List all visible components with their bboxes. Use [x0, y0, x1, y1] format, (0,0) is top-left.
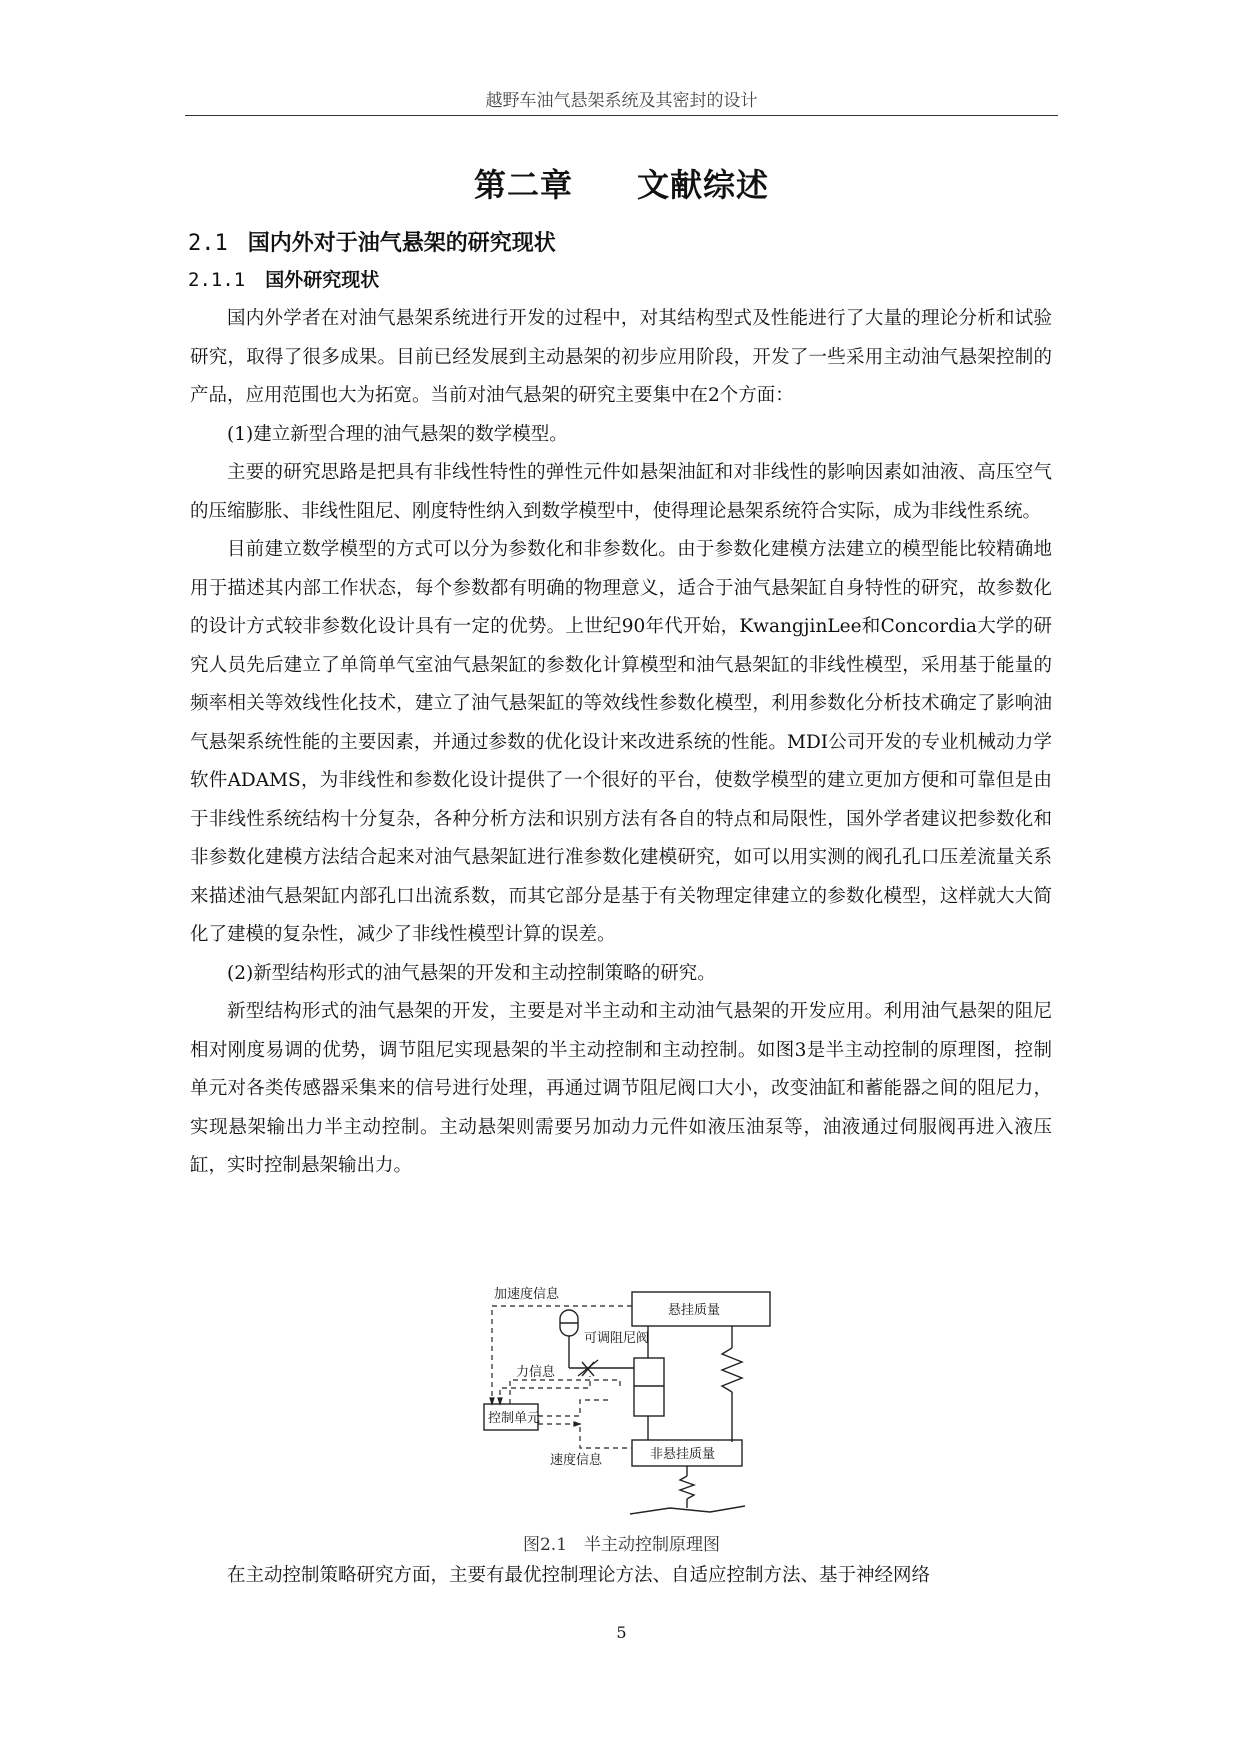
paragraph: (2)新型结构形式的油气悬架的开发和主动控制策略的研究。 — [227, 962, 716, 984]
paragraph: 新型结构形式的油气悬架的开发，主要是对半主动和主动油气悬架的开发应用。利用油气悬架的阻尼相对刚度易调的优势，调节阻尼实现悬架的半主动控制和主动控制。如图3是半主动控制的原理图，控制单元对各类传感器采集来的信号进行处理，再通过调节阻尼阀口大小，改变油缸和蓄能器之间的阻尼力，实现悬架输出力半主动控制。主动悬架则需要另加动力元件如液压油泵等，油液通过伺服阀再进入液压缸，实时控制悬架输出力。 — [190, 1001, 1052, 1176]
label-sprung-mass: 悬挂质量 — [668, 1303, 721, 1318]
chapter-number: 第二章 — [473, 166, 573, 204]
paragraph: (1)建立新型合理的油气悬架的数学模型。 — [227, 423, 568, 445]
chapter-title: 文献综述 — [637, 166, 770, 204]
label-velocity-info: 速度信息 — [550, 1453, 603, 1468]
semi-active-control-diagram — [470, 1280, 780, 1520]
paragraph: 主要的研究思路是把具有非线性特性的弹性元件如悬架油缸和对非线性的影响因素如油液、高压空气的压缩膨胀、非线性阻尼、刚度特性纳入到数学模型中，使得理论悬架系统符合实际，成为非线性系统。 — [190, 462, 1052, 522]
label-force-info: 力信息 — [516, 1365, 556, 1380]
section-number: 2.1 — [188, 231, 228, 256]
label-control-unit: 控制单元 — [488, 1411, 541, 1426]
running-header: 越野车油气悬架系统及其密封的设计 — [485, 91, 758, 111]
section-heading — [188, 226, 556, 257]
subsection-heading — [188, 265, 379, 292]
section-title: 国内外对于油气悬架的研究现状 — [247, 231, 556, 256]
label-adjustable-damper-valve: 可调阻尼阀 — [584, 1331, 650, 1346]
hydraulic-cylinder — [634, 1358, 664, 1416]
paragraph: 在主动控制策略研究方面，主要有最优控制理论方法、自适应控制方法、基于神经网络 — [227, 1565, 931, 1586]
paragraph: 目前建立数学模型的方式可以分为参数化和非参数化。由于参数化建模方法建立的模型能比较精确地用于描述其内部工作状态，每个参数都有明确的物理意义，适合于油气悬架缸自身特性的研究，故参数化的设计方式较非参数化设计具有一定的优势。上世纪90年代开始，KwangjinLee和Concordia大学的研究人员先后建立了单筒单气室油气悬架缸的参数化计算模型和油气悬架缸的非线性模型，采用基于能量的频率相关等效线性化技术，建立了油气悬架缸的等效线性参数化模型，利用参数化分析技术确定了影响油气悬架系统性能的主要因素，并通过参数的优化设计来改进系统的性能。MDI公司开发的专业机械动力学软件ADAMS，为非线性和参数化设计提供了一个很好的平台，使数学模型的建立更加方便和可靠但是由于非线性系统结构十分复杂，各种分析方法和识别方法有各自的特点和局限性，国外学者建议把参数化和非参数化建模方法结合起来对油气悬架缸进行准参数化建模研究，如可以用实测的阀孔孔口压差流量关系来描述油气悬架缸内部孔口出流系数，而其它部分是基于有关物理定律建立的参数化模型，这样就大大简化了建模的复杂性，减少了非线性模型计算的误差。 — [190, 539, 1052, 945]
label-acceleration-info: 加速度信息 — [494, 1287, 560, 1302]
closing-text — [190, 1557, 1052, 1596]
page-number: 5 — [616, 1623, 627, 1642]
label-unsprung-mass: 非悬挂质量 — [650, 1447, 716, 1462]
body-text — [190, 300, 1052, 1186]
figure-caption: 图2.1 半主动控制原理图 — [522, 1535, 721, 1555]
chapter-heading — [185, 160, 1058, 206]
header-rule — [185, 115, 1058, 116]
paragraph: 国内外学者在对油气悬架系统进行开发的过程中，对其结构型式及性能进行了大量的理论分析和试验研究，取得了很多成果。目前已经发展到主动悬架的初步应用阶段，开发了一些采用主动油气悬架控制的产品，应用范围也大为拓宽。当前对油气悬架的研究主要集中在2个方面： — [190, 308, 1052, 406]
subsection-title: 国外研究现状 — [265, 269, 380, 291]
subsection-number: 2.1.1 — [188, 269, 246, 291]
